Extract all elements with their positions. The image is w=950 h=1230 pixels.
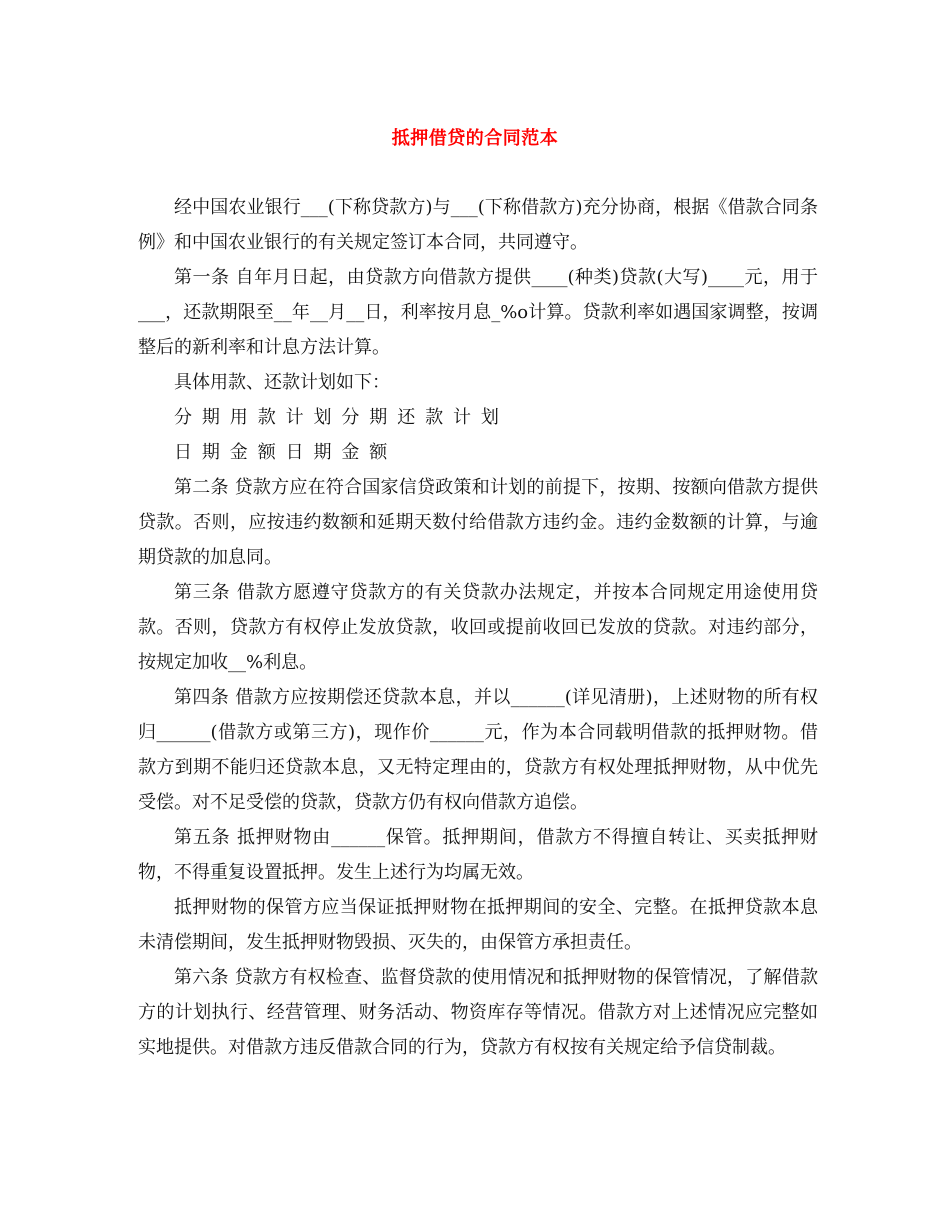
paragraph-plan-intro: 具体用款、还款计划如下： — [174, 372, 390, 393]
document-title: 抵押借贷的合同范本 — [391, 128, 559, 149]
paragraph-article-4: 第四条 借款方应按期偿还贷款本息，并以______(详见清册)，上述财物的所有权归______(借款方或第三方)，现作价______元，作为本合同载明借款的抵押财物。借款方到期不能归还贷款本息，又无特定理由的，贷款方有权处理抵押财物，从中优先受偿。对不足受偿的贷款，贷款方仍有权向借款方追偿。 — [138, 687, 818, 813]
plan-header-row: 分期用款计划分期还款计划 — [174, 407, 509, 428]
paragraph-article-1: 第一条 自年月日起，由贷款方向借款方提供____(种类)贷款(大写)____元，用于___，还款期限至__年__月__日，利率按月息_%o计算。贷款利率如遇国家调整，按调整后的新利率和计息方法计算。 — [138, 267, 818, 358]
paragraph-article-5: 第五条 抵押财物由______保管。抵押期间，借款方不得擅自转让、买卖抵押财物，不得重复设置抵押。发生上述行为均属无效。 — [138, 827, 818, 883]
paragraph-article-3: 第三条 借款方愿遵守贷款方的有关贷款办法规定，并按本合同规定用途使用贷款。否则，贷款方有权停止发放贷款，收回或提前收回已发放的贷款。对违约部分，按规定加收__%利息。 — [138, 582, 818, 673]
paragraph-intro: 经中国农业银行___(下称贷款方)与___(下称借款方)充分协商，根据《借款合同条例》和中国农业银行的有关规定签订本合同，共同遵守。 — [138, 197, 818, 253]
paragraph-article-2: 第二条 贷款方应在符合国家信贷政策和计划的前提下，按期、按额向借款方提供贷款。否则，应按违约数额和延期天数付给借款方违约金。违约金数额的计算，与逾期贷款的加息同。 — [138, 477, 818, 568]
paragraph-custody: 抵押财物的保管方应当保证抵押财物在抵押期间的安全、完整。在抵押贷款本息未清偿期间，发生抵押财物毁损、灭失的，由保管方承担责任。 — [138, 897, 818, 953]
paragraph-article-6: 第六条 贷款方有权检查、监督贷款的使用情况和抵押财物的保管情况，了解借款方的计划执行、经营管理、财务活动、物资库存等情况。借款方对上述情况应完整如实地提供。对借款方违反借款合同的行为，贷款方有权按有关规定给予信贷制裁。 — [138, 967, 818, 1058]
document-body — [138, 190, 818, 1065]
plan-subheader-row: 日期金额日期金额 — [174, 442, 398, 463]
